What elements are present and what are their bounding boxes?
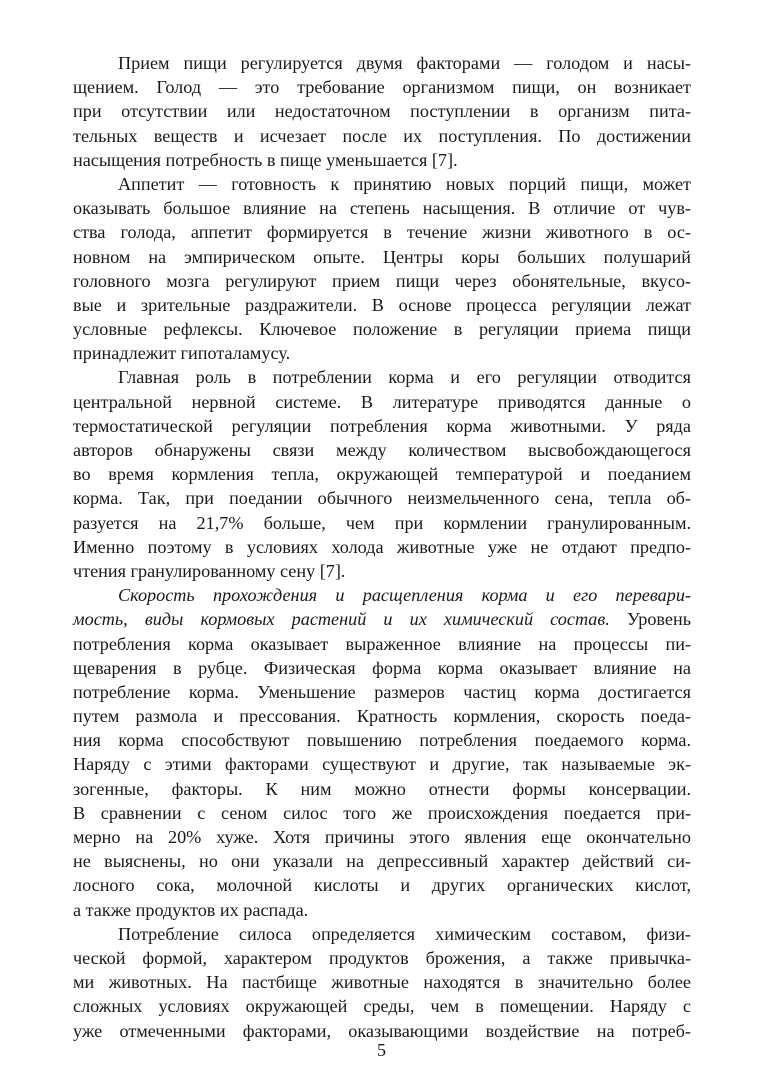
- italic-heading-line: Скорость прохождения и расщепления корма и его перевари-: [118, 585, 691, 606]
- page-body: [73, 51, 691, 1043]
- text-line: Потребление силоса определяется химическим составом, физи-: [118, 923, 691, 944]
- text-line: условные рефлексы. Ключевое положение в регуляции приема пищи: [73, 319, 691, 340]
- paragraph-1: [73, 51, 691, 172]
- text-line: насыщения потребность в пище уменьшается [7].: [73, 149, 458, 170]
- text-line: лосного сока, молочной кислоты и других органических кислот,: [73, 875, 691, 896]
- text-line: Аппетит — готовность к принятию новых порций пищи, может: [118, 173, 691, 194]
- text-line: авторов обнаружены связи между количеством высвобождающегося: [73, 440, 691, 460]
- text-line: новном на эмпирическом опыте. Центры коры больших полушарий: [73, 246, 691, 267]
- text-line: оказывать большое влияние на степень насыщения. В отличие от чув-: [73, 198, 691, 219]
- text-line: щеварения в рубце. Физическая форма корма оказывает влияние на: [73, 657, 691, 678]
- text-line: ния корма способствуют повышению потребления поедаемого корма.: [73, 730, 691, 751]
- text-line: Главная роль в потреблении корма и его регуляции отводится: [118, 367, 691, 388]
- text-line: ства голода, аппетит формируется в течение жизни животного в ос-: [73, 222, 691, 243]
- paragraph-4: [73, 583, 691, 922]
- text-line: ческой формой, характером продуктов брожения, а также привычка-: [73, 947, 691, 968]
- text-line: [73, 607, 691, 631]
- text-line: головного мозга регулируют прием пищи через обонятельные, вкусо-: [73, 270, 691, 291]
- text-line: разуется на 21,7% больше, чем при кормлении гранулированным.: [73, 512, 691, 533]
- text-line: Именно поэтому в условиях холода животные уже не отдают предпо-: [73, 536, 691, 557]
- text-line: сложных условиях окружающей среды, чем в помещении. Наряду с: [73, 996, 691, 1017]
- text-line: термостатической регуляции потребления корма животными. У ряда: [73, 415, 691, 436]
- text-line: путем размола и прессования. Кратность кормления, скорость поеда-: [73, 706, 691, 727]
- text-line: чтения гранулированному сену [7].: [73, 560, 346, 581]
- text-line: при отсутствии или недостаточном поступлении в организм пита-: [73, 101, 691, 122]
- paragraph-2: [73, 172, 691, 366]
- text-line: тельных веществ и исчезает после их поступления. По достижении: [73, 125, 691, 146]
- text-line: а также продуктов их распада.: [73, 899, 309, 920]
- text-line: во время кормления тепла, окружающей температурой и поеданием: [73, 464, 691, 485]
- italic-heading-text: мость, виды кормовых растений и их химический состав.: [73, 609, 610, 630]
- text-line: В сравнении с сеном силос того же происхождения поедается при-: [73, 802, 691, 823]
- text-line: ми животных. На пастбище животные находятся в значительно более: [73, 972, 691, 993]
- text-line: Прием пищи регулируется двумя факторами — голодом и насы-: [118, 53, 691, 73]
- text-line: потребления корма оказывает выраженное влияние на процессы пи-: [73, 633, 691, 654]
- text-line: центральной нервной системе. В литературе приводятся данные о: [73, 391, 691, 412]
- paragraph-3: [73, 365, 691, 583]
- text-line: не выяснены, но они указали на депрессивный характер действий си-: [73, 851, 691, 872]
- text-line: щением. Голод — это требование организмом пищи, он возникает: [73, 77, 691, 98]
- text-line: мерно на 20% хуже. Хотя причины этого явления еще окончательно: [73, 827, 691, 847]
- text-line: зогенные, факторы. К ним можно отнести формы консервации.: [73, 778, 691, 799]
- text-run: Уровень: [609, 609, 691, 630]
- text-line: принадлежит гипоталамусу.: [73, 343, 291, 364]
- page-number: 5: [377, 1040, 386, 1060]
- paragraph-5: [73, 922, 691, 1043]
- text-line: Наряду с этими факторами существуют и другие, так называемые эк-: [73, 754, 691, 775]
- text-line: потребление корма. Уменьшение размеров частиц корма достигается: [73, 681, 691, 702]
- text-line: уже отмеченными факторами, оказывающими воздействие на потреб-: [73, 1020, 691, 1041]
- text-line: корма. Так, при поедании обычного неизмельченного сена, тепла об-: [73, 488, 691, 509]
- text-line: вые и зрительные раздражители. В основе процесса регуляции лежат: [73, 294, 691, 315]
